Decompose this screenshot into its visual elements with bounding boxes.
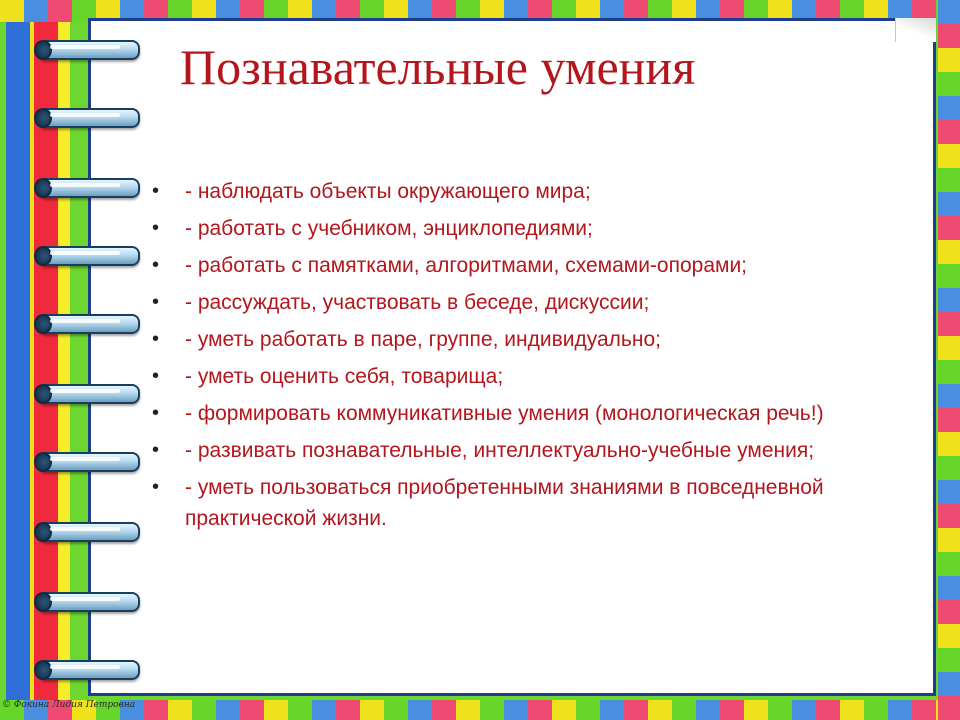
bottom-stripes-decoration: [0, 700, 960, 720]
spiral-ring-icon: [38, 178, 140, 198]
list-item-text: - развивать познавательные, интеллектуально-учебные умения;: [185, 439, 815, 462]
list-item-text: - наблюдать объекты окружающего мира;: [185, 180, 591, 203]
bullet-icon: •: [152, 476, 160, 498]
list-item: [150, 250, 870, 281]
bullet-icon: •: [152, 254, 160, 276]
list-item-text: - работать с учебником, энциклопедиями;: [185, 217, 593, 240]
bullet-icon: •: [152, 180, 160, 202]
list-item-text: - уметь работать в паре, группе, индивидуально;: [185, 328, 661, 351]
bullet-icon: •: [152, 328, 160, 350]
bullet-icon: •: [152, 217, 160, 239]
spiral-ring-icon: [38, 660, 140, 680]
spiral-ring-icon: [38, 40, 140, 60]
list-item: [150, 176, 870, 207]
spiral-ring-icon: [38, 522, 140, 542]
author-credit: © Фокина Лидия Петровна: [2, 700, 136, 710]
list-item: [150, 287, 870, 318]
list-item-text: - формировать коммуникативные умения (монологическая речь!): [185, 402, 824, 425]
bullet-icon: •: [152, 402, 160, 424]
list-item: [150, 361, 870, 392]
list-item: [150, 324, 870, 355]
bullet-icon: •: [152, 439, 160, 461]
slide-title: Познавательные умения: [180, 39, 696, 95]
spiral-ring-icon: [38, 592, 140, 612]
list-item: [150, 213, 870, 244]
list-item-text: - уметь пользоваться приобретенными знаниями в повседневной практической жизни.: [185, 476, 824, 530]
list-item-text: - работать с памятками, алгоритмами, схемами-опорами;: [185, 254, 748, 277]
right-stripes-decoration: [938, 0, 960, 720]
bullet-icon: •: [152, 365, 160, 387]
list-item-text: - рассуждать, участвовать в беседе, дискуссии;: [185, 291, 650, 314]
bullet-icon: •: [152, 291, 160, 313]
spiral-ring-icon: [38, 314, 140, 334]
bullet-list: [150, 176, 870, 540]
list-item: [150, 435, 870, 466]
spiral-ring-icon: [38, 108, 140, 128]
spiral-ring-icon: [38, 246, 140, 266]
list-item: [150, 398, 870, 429]
spiral-ring-icon: [38, 452, 140, 472]
page-fold-corner: [895, 18, 936, 42]
list-item: [150, 472, 870, 534]
list-item-text: - уметь оценить себя, товарища;: [185, 365, 504, 388]
spiral-ring-icon: [38, 384, 140, 404]
